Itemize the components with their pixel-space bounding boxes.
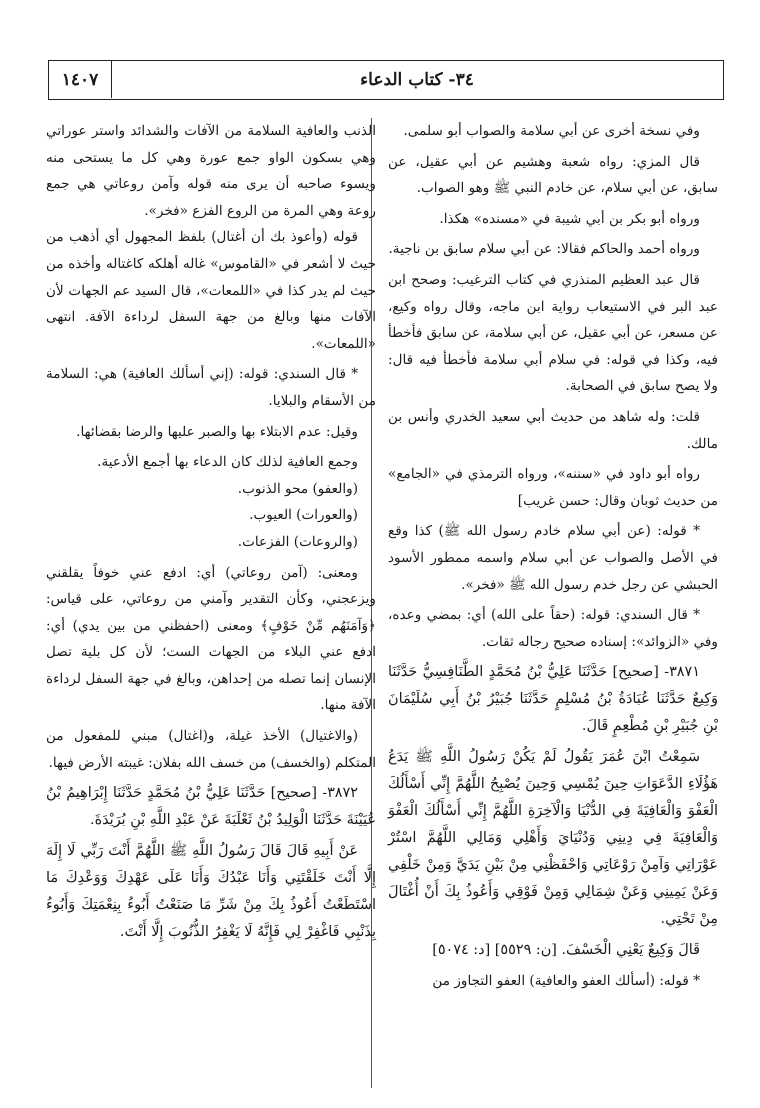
left-column xyxy=(46,118,376,950)
page-number: ١٤٠٧ xyxy=(49,61,112,98)
hadith-matn: عَنْ أَبِيهِ قَالَ قَالَ رَسُولُ اللَّهِ ﷺ اللَّهُمَّ أَنْتَ رَبِّي لَا إِلَهَ إِلَّا أَنْتَ خَلَقْتَنِي وَأَنَا عَبْدُكَ وَأَنَا عَلَى عَهْدِكَ وَوَعْدِكَ مَا اسْتَطَعْتُ أَعُوذُ بِكَ مِنْ شَرِّ مَا صَنَعْتُ أَبُوءُ بِنِعْمَتِكَ وَأَبُوءُ بِذَنْبِي فَاغْفِرْ لِي فَإِنَّهُ لَا يَغْفِرُ الذُّنُوبَ إِلَّا أَنْتَ. xyxy=(46,843,376,941)
paragraph: الذنب والعافية السلامة من الآفات والشدائد واستر عوراتي وهي بسكون الواو جمع عورة وهي كل ما يستحى منه ويسوء صاحبه أن يرى منه قوله وآمن روعاتي هي جمع روعة وهي المرة من الروع الفزع «فخر». xyxy=(46,123,376,219)
paragraph: (والعورات) العيوب. xyxy=(249,507,358,524)
right-column xyxy=(388,118,718,999)
paragraph: (والعفو) محو الذنوب. xyxy=(237,480,358,497)
hadith-matn: سَمِعْتُ ابْنَ عُمَرَ يَقُولُ لَمْ يَكُنْ رَسُولُ اللَّهِ ﷺ يَدَعُ هَؤُلَاءِ الدَّعَوَاتِ حِينَ يُمْسِي وَحِينَ يُصْبِحُ اللَّهُمَّ إِنِّي أَسْأَلُكَ الْعَفْوَ وَالْعَافِيَةَ فِي الدُّنْيَا وَالْآخِرَةِ اللَّهُمَّ إِنِّي أَسْأَلُكَ الْعَفْوَ وَالْعَافِيَةَ فِي دِينِي وَدُنْيَايَ وَأَهْلِي وَمَالِي اللَّهُمَّ اسْتُرْ عَوْرَاتِي وَآمِنْ رَوْعَاتِي وَاحْفَظْنِي مِنْ بَيْنِ يَدَيَّ وَمِنْ خَلْفِي وَعَنْ يَمِينِي وَعَنْ شِمَالِي وَمِنْ فَوْقِي وَأَعُوذُ بِكَ أَنْ أُغْتَالَ مِنْ تَحْتِي. xyxy=(388,749,718,928)
commentary-paragraph: * قوله: (أسألك العفو والعافية) العفو التجاوز من xyxy=(432,973,700,990)
hadith-isnad: ٣٨٧١- [صحيح] حَدَّثَنَا عَلِيُّ بْنُ مُحَمَّدٍ الطَّنَافِسِيُّ حَدَّثَنَا وَكِيعٌ حَدَّثَنَا عُبَادَةُ بْنُ مُسْلِمٍ حَدَّثَنَا جُبَيْرُ بْنُ أَبِي سُلَيْمَانَ بْنِ جُبَيْرِ بْنِ مُطْعِمٍ قَالَ. xyxy=(388,664,718,735)
paragraph: قال عبد العظيم المنذري في كتاب الترغيب: وصحح ابن عبد البر في الاستيعاب رواية ابن ماجه، وقال رواه وكيع، عن مسعر، عن أبي عقيل، عن أبي سلامة، عن سابق فأخطأ فيه، وكذا في قوله: في سلام أبي سلامة فأخطأ فيه قال: ولا يصح سابق في الصحابة. xyxy=(388,271,718,395)
paragraph: ورواه أحمد والحاكم فقالا: عن أبي سلام سابق بن ناجية. xyxy=(388,241,700,258)
paragraph: رواه أبو داود في «سننه»، ورواه الترمذي في «الجامع» من حديث ثوبان وقال: حسن غريب] xyxy=(388,466,718,509)
hadith-isnad: ٣٨٧٢- [صحيح] حَدَّثَنَا عَلِيُّ بْنُ مُحَمَّدٍ حَدَّثَنَا إِبْرَاهِيمُ بْنُ عُيَيْنَةَ حَدَّثَنَا الْوَلِيدُ بْنُ ثَعْلَبَةَ عَنْ عَبْدِ اللَّهِ بْنِ بُرَيْدَةَ. xyxy=(46,785,376,829)
commentary-paragraph: * قال السندي: قوله: (إني أسألك العافية) هي: السلامة من الأسقام والبلايا. xyxy=(46,366,376,409)
commentary-paragraph: * قوله: (عن أبي سلام خادم رسول الله ﷺ) كذا وقع في الأصل والصواب عن أبي سلام واسمه ممطور الأسود الحبشي عن رجل خدم رسول الله ﷺ «فخر». xyxy=(388,523,718,593)
hadith-note: قَالَ وَكِيعٌ يَعْنِي الْخَسْفَ. [ن: ٥٥٢٩] [د: ٥٠٧٤] xyxy=(432,942,700,959)
paragraph: ومعنى: (آمن روعاتي) أي: ادفع عني خوفاً يقلقني ويزعجني، وكأن التقدير وآمني من روعاتي، على قياس: ﴿وَآمَنَهُم مِّنْ خَوْفٍ﴾ ومعنى (احفظني من بين يدي) أي: ادفع عني البلاء من الجهات الست؛ لأن كل بلية تصل الإنسان إنما تصله من إحداهن، وبالغ في جهة السفل لرداءة الآفة منها. xyxy=(46,564,376,714)
paragraph: وجمع العافية لذلك كان الدعاء بها أجمع الأدعية. xyxy=(97,454,358,471)
paragraph: وفي نسخة أخرى عن أبي سلامة والصواب أبو سلمى. xyxy=(403,123,700,139)
chapter-title: ٣٤- كتاب الدعاء xyxy=(360,69,474,90)
page-header xyxy=(48,60,724,100)
paragraph: وقيل: عدم الابتلاء بها والصبر عليها والرضا بقضائها. xyxy=(76,423,358,440)
paragraph: قوله (وأعوذ بك أن أغتال) بلفظ المجهول أي أذهب من حيث لا أشعر في «القاموس» غاله أهلكه كاغتاله وأخذه من حيث لم يدر كذا في «اللمعات»، قال السيد عم الجهات لأن الآفات منها وبالغ من جهة السفل لرداءة الآفة. انتهى «اللمعات». xyxy=(46,229,376,352)
paragraph: (والاغتيال) الأخذ غيلة، و(اغتال) مبني للمفعول من المتكلم (والخسف) من خسف الله بفلان: غيبته الأرض فيها. xyxy=(46,728,376,771)
paragraph: قال المزي: رواه شعبة وهشيم عن أبي عقيل، عن سابق، عن أبي سلام، عن خادم النبي ﷺ وهو الصواب. xyxy=(388,153,718,197)
commentary-paragraph: * قال السندي: قوله: (حقاً على الله) أي: بمضي وعده، وفي «الزوائد»: إسناده صحيح رجاله ثقات. xyxy=(388,607,718,650)
paragraph: (والروعات) الفزعات. xyxy=(237,533,358,550)
paragraph: ورواه أبو بكر بن أبي شيبة في «مسنده» هكذا. xyxy=(439,210,700,227)
paragraph: قلت: وله شاهد من حديث أبي سعيد الخدري وأنس بن مالك. xyxy=(388,408,718,452)
